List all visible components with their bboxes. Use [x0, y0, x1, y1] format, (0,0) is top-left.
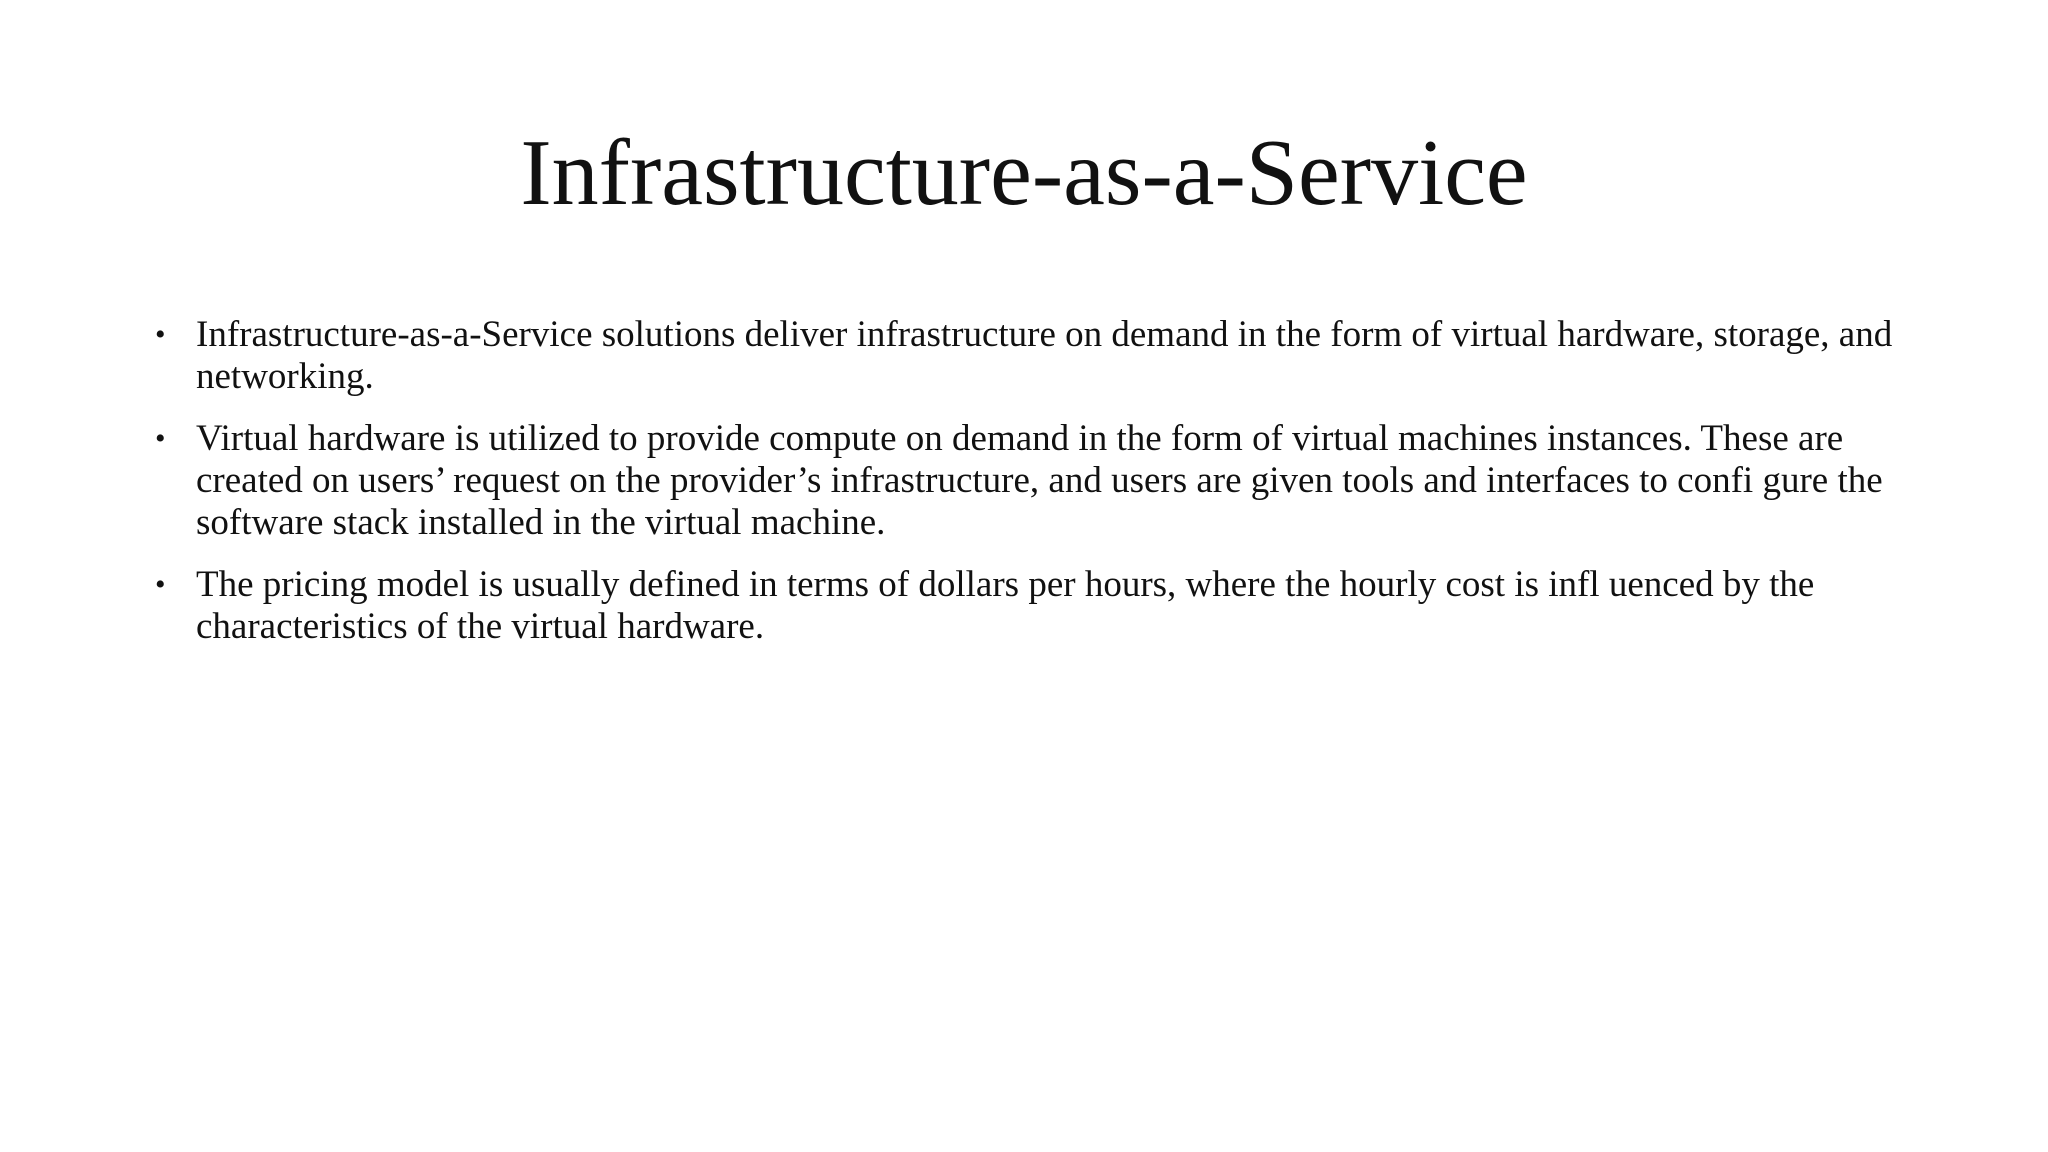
bullet-text: Infrastructure-as-a-Service solutions deliver infrastructure on demand in the form of virtual hardware, storage, and networking.: [196, 314, 1893, 397]
bullet-text: Virtual hardware is utilized to provide compute on demand in the form of virtual machines instances. These are created on users’ request on the provider’s infrastructure, and users are given tools and interfaces to confi gure the software stack installed in the virtual machine.: [196, 418, 1883, 543]
bullet-item: [155, 564, 1915, 648]
bullet-item: [155, 418, 1915, 544]
bullet-list: [155, 314, 1915, 668]
bullet-item: [155, 314, 1915, 398]
bullet-marker: •: [155, 422, 166, 455]
bullet-text: The pricing model is usually defined in terms of dollars per hours, where the hourly cost is infl uenced by the characteristics of the virtual hardware.: [196, 564, 1815, 647]
bullet-marker: •: [155, 318, 166, 351]
slide-title: Infrastructure-as-a-Service: [520, 121, 1528, 225]
bullet-marker: •: [155, 568, 166, 601]
